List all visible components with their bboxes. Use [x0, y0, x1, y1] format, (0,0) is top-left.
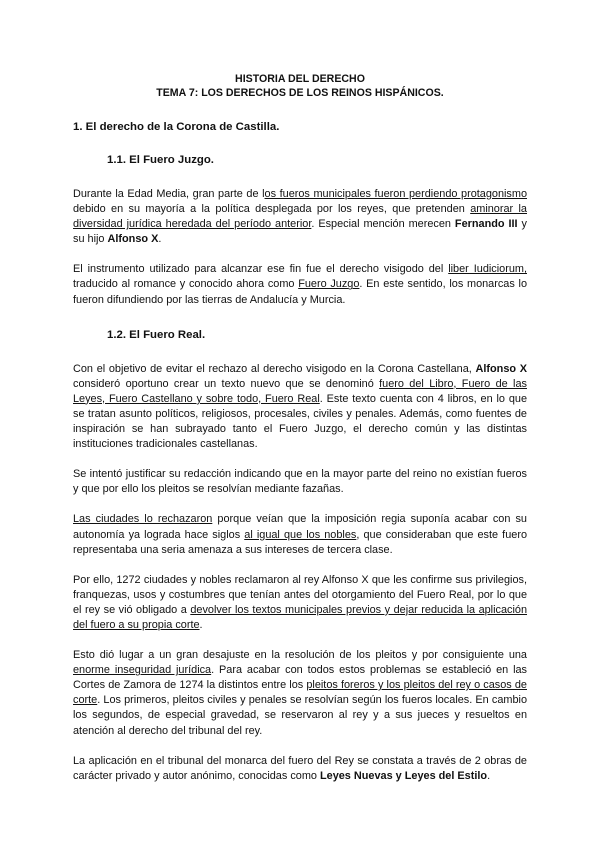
bold-text: Alfonso X	[475, 362, 528, 375]
text-run: .	[487, 769, 491, 782]
underlined-text: pleitos foreros y los pleitos del rey o casos de corte	[73, 679, 527, 707]
text-run: . Este texto cuenta con 4 libros, en lo que se tratan asunto políticos, religiosos, procesales, civiles y penales. Además, como fuentes de inspiración se han subrayado tanto el Fuero Juzgo, el derecho común y las distintas instituciones tradicionales castellanas.	[73, 392, 527, 451]
text-run: , que consideraban que este fuero representaba una seria amenaza a sus intereses de tercera clase.	[73, 528, 528, 556]
text-run: .	[158, 233, 162, 246]
paragraph-fuero-real-3	[73, 512, 527, 557]
bold-text: Leyes Nuevas y Leyes del Estilo	[319, 769, 488, 782]
text-run: Durante la Edad Media, gran parte de l	[73, 188, 265, 200]
text-run: El instrumento utilizado para alcanzar ese fin fue el derecho visigodo del	[73, 263, 449, 276]
text-run: . Los primeros, pleitos civiles y penales se resolvían según los fueros locales. En cambio los segundos, de especial gravedad, se reservaron al rey y a sus jueces y resueltos en atención al derecho del tribunal del rey.	[73, 694, 527, 737]
text-run: . Especial mención merecen	[311, 218, 455, 231]
underlined-text: liber Iudiciorum,	[448, 263, 527, 276]
section-1-heading: 1. El derecho de la Corona de Castilla.	[73, 121, 280, 133]
paragraph-fuero-real-4	[73, 573, 527, 633]
title-line-1: HISTORIA DEL DERECHO	[235, 73, 365, 85]
underlined-text: Fuero Juzgo	[298, 278, 360, 291]
text-run: . Para acabar con todos estos problemas se estableció en las Cortes de Zamora de 1274 la distintos entre los	[73, 664, 527, 692]
document-title	[73, 72, 527, 100]
text-run: y su hijo	[73, 218, 527, 246]
section-1-1-heading: 1.1. El Fuero Juzgo.	[107, 154, 214, 166]
underlined-text: fuero del Libro, Fuero de las Leyes, Fuero Castellano y sobre todo, Fuero Real	[73, 377, 527, 405]
text-run: Con el objetivo de evitar el rechazo al derecho visigodo en la Corona Castellana,	[73, 362, 476, 375]
bold-text: Alfonso X	[107, 233, 159, 246]
paragraph-fuero-juzgo-1	[73, 187, 527, 247]
text-run: . En este sentido, los monarcas lo fueron difundiendo por las tierras de Andalucía y Murcia.	[73, 278, 527, 306]
paragraph-fuero-real-6	[73, 754, 527, 784]
section-1-2-heading: 1.2. El Fuero Real.	[107, 328, 206, 341]
paragraph-fuero-juzgo-2	[73, 262, 527, 307]
bold-text: Fernando III	[454, 218, 518, 231]
text-run: traducido al romance y conocido ahora como	[73, 278, 299, 291]
text-run: Esto dió lugar a un gran desajuste en la resolución de los pleitos y por consiguiente una	[73, 649, 527, 662]
underlined-text: aminorar la diversidad jurídica heredada del período anterior	[73, 203, 527, 231]
text-run: debido en su mayoría a la política desplegada por los reyes, que pretenden	[73, 203, 471, 216]
text-run: La aplicación en el tribunal del monarca del fuero del Rey se constata a través de 2 obras de carácter privado y autor anónimo, conocidas como	[73, 754, 527, 782]
underlined-text: enorme inseguridad jurídica	[73, 664, 212, 677]
title-line-2: TEMA 7: LOS DERECHOS DE LOS REINOS HISPÁNICOS.	[156, 87, 444, 99]
underlined-text: devolver los textos municipales previos y dejar reducida la aplicación del fuero a su propia corte	[73, 603, 528, 631]
paragraph-fuero-real-1	[73, 362, 527, 453]
text-run: consideró oportuno crear un texto nuevo que se denominó	[73, 377, 380, 390]
underlined-text: al igual que los nobles	[244, 528, 357, 541]
underlined-text: os fueros municipales fueron perdiendo protagonismo	[264, 188, 527, 200]
underlined-text: Las ciudades lo rechazaron	[73, 513, 213, 526]
paragraph-fuero-real-2: Se intentó justificar su redacción indicando que en la mayor parte del reino no existían fueros y que por ello los pleitos se resolvían mediante fazañas.	[73, 468, 527, 496]
text-run: Por ello, 1272 ciudades y nobles reclamaron al rey Alfonso X que les confirme sus privilegios, franquezas, usos y costumbres que tenían antes del otorgamiento del Fuero Real, por lo que el rey se vió obligado a	[73, 573, 527, 616]
text-run: .	[199, 618, 203, 631]
paragraph-fuero-real-5	[73, 648, 527, 739]
text-run: porque veían que la imposición regia suponía acabar con su autonomía ya lograda hace siglos	[73, 513, 527, 541]
